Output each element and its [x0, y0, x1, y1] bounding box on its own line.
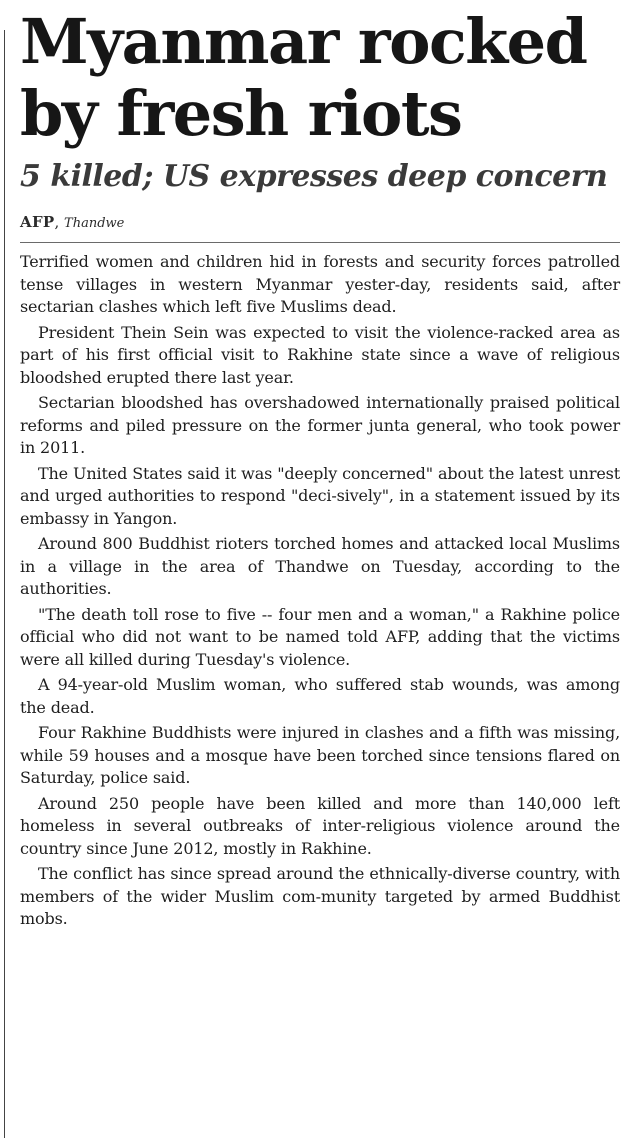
- byline-divider: [20, 242, 620, 243]
- byline-dateline: Thandwe: [64, 216, 125, 231]
- headline-line-2: by fresh riots: [20, 77, 462, 150]
- article-paragraph: Around 250 people have been killed and more than 140,000 left homeless in several outbreaks of inter-religious violence around the country since June 2012, mostly in Rakhine.: [20, 793, 620, 858]
- article-paragraph: "The death toll rose to five -- four men and a woman," a Rakhine police official who did not want to be named told AFP, adding that the victims were all killed during Tuesday's violence.: [20, 604, 620, 669]
- article-paragraph: The United States said it was "deeply concerned" about the latest unrest and urged authorities to respond "deci-sively", in a statement issued by its embassy in Yangon.: [20, 463, 620, 528]
- news-article: [20, 6, 620, 934]
- article-paragraph: President Thein Sein was expected to visit the violence-racked area as part of his first official visit to Rakhine state since a wave of religious bloodshed erupted there last year.: [20, 322, 620, 387]
- article-body: [20, 251, 620, 931]
- subheadline: 5 killed; US expresses deep concern: [20, 159, 608, 194]
- headline: [20, 6, 620, 150]
- byline-separator: ,: [54, 213, 60, 231]
- headline-line-1: Myanmar rocked: [20, 5, 587, 78]
- column-rule: [4, 30, 5, 1138]
- byline-agency: AFP: [20, 213, 55, 231]
- article-paragraph: Terrified women and children hid in forests and security forces patrolled tense villages in western Myanmar yester-day, residents said, after sectarian clashes which left five Muslims dead.: [20, 252, 620, 316]
- article-paragraph: Four Rakhine Buddhists were injured in clashes and a fifth was missing, while 59 houses and a mosque have been torched since tensions flared on Saturday, police said.: [20, 723, 620, 787]
- byline: [20, 212, 620, 234]
- article-paragraph: A 94-year-old Muslim woman, who suffered stab wounds, was among the dead.: [20, 675, 620, 717]
- article-paragraph: The conflict has since spread around the ethnically-diverse country, with members of the wider Muslim com-munity targeted by armed Buddhist mobs.: [20, 864, 620, 928]
- article-paragraph: Sectarian bloodshed has overshadowed internationally praised political reforms and piled pressure on the former junta general, who took power in 2011.: [20, 393, 620, 457]
- article-paragraph: Around 800 Buddhist rioters torched homes and attacked local Muslims in a village in the area of Thandwe on Tuesday, according to the authorities.: [20, 534, 620, 598]
